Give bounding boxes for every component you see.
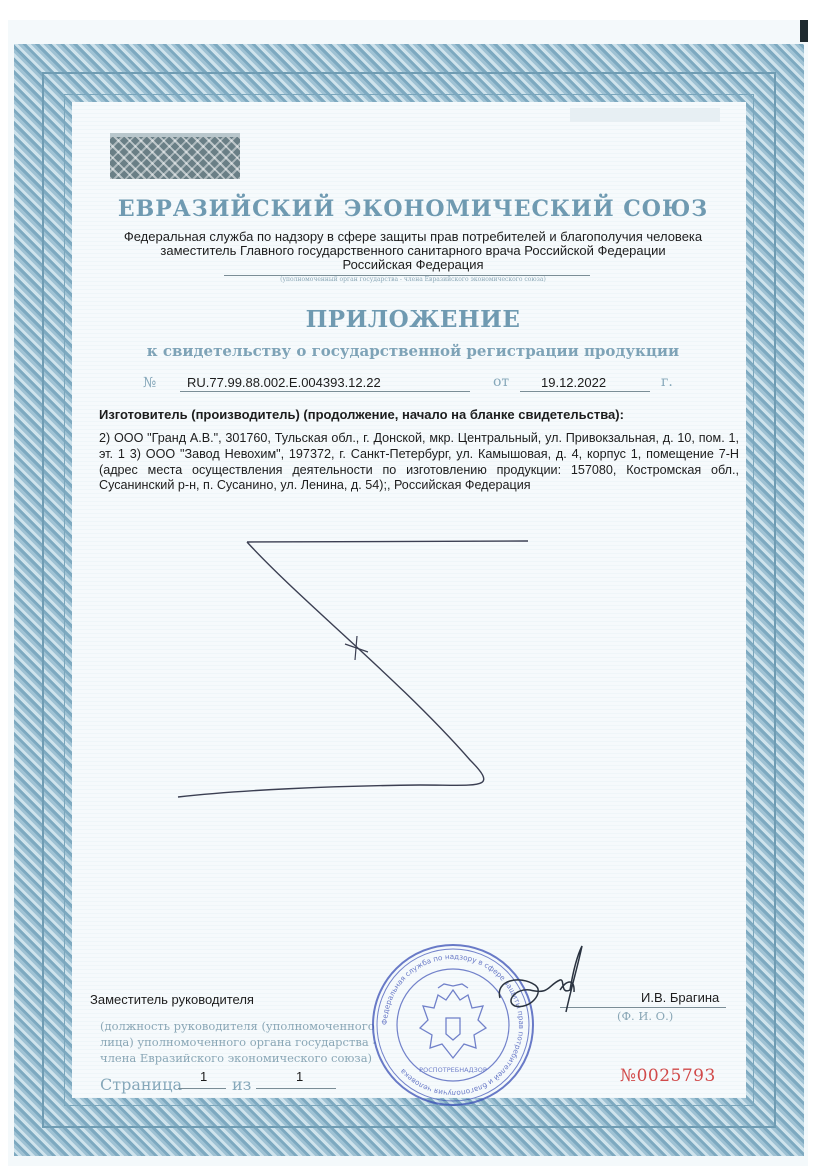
authority-line-2: заместитель Главного государственного санитарного врача Российской Федерации — [160, 243, 666, 258]
annex-subtitle: к свидетельству о государственной регистрации продукции — [146, 342, 680, 360]
position-caption-line-1: (должность руководителя (уполномоченного — [100, 1019, 375, 1033]
page-of-label: из — [232, 1075, 252, 1094]
blank-serial-number: №0025793 — [620, 1066, 716, 1086]
seal-inner-text: РОСПОТРЕБНАДЗОР — [419, 1066, 487, 1074]
authority-caption: (уполномоченный орган государства - члена Евразийского экономического союза) — [280, 276, 546, 283]
page-total: 1 — [296, 1069, 304, 1084]
page-current: 1 — [200, 1069, 208, 1084]
signatory-name: И.В. Брагина — [641, 990, 720, 1005]
authority-line-1: Федеральная служба по надзору в сфере защиты прав потребителей и благополучия человека — [123, 229, 703, 244]
position-caption-line-3: члена Евразийского экономического союза) — [100, 1051, 373, 1065]
union-title: ЕВРАЗИЙСКИЙ ЭКОНОМИЧЕСКИЙ СОЮЗ — [117, 196, 709, 222]
manufacturer-heading: Изготовитель (производитель) (продолжение, начало на бланке свидетельства): — [99, 407, 624, 422]
fio-caption: (Ф. И. О.) — [617, 1009, 674, 1023]
manufacturer-text: 2) ООО "Гранд А.В.", 301760, Тульская обл., г. Донской, мкр. Центральный, ул. Привокзальная, д. 10, пом. 1, эт. 1 3) ООО "Завод Невохим", 197372, г. Санкт-Петербург, ул. Камышовая, д. 4, корпус 1, помещение 7-Н (адрес места осуществления деятельности по изготовлению продукции: 157080, Костромская обл., Сусанинский р-н, п. Сусанино, ул. Ленина, д. 54);, Российская Федерация — [99, 431, 739, 493]
position-caption-line-2: лица) уполномоченного органа государства - — [100, 1035, 377, 1049]
authority-line-3: Российская Федерация — [342, 257, 484, 272]
annex-title: ПРИЛОЖЕНИЕ — [305, 306, 521, 333]
seal-ring-text: Федеральная служба по надзору в сфере защиты прав потребителей и благополучия человека — [379, 951, 527, 1099]
number-label: № — [143, 375, 157, 391]
year-suffix: г. — [661, 374, 673, 390]
registration-date: 19.12.2022 — [541, 375, 607, 390]
date-label: от — [493, 374, 510, 390]
registration-number: RU.77.99.88.002.Е.004393.12.22 — [187, 375, 381, 390]
signatory-position: Заместитель руководителя — [90, 992, 254, 1007]
page-label: Страница — [100, 1075, 183, 1094]
